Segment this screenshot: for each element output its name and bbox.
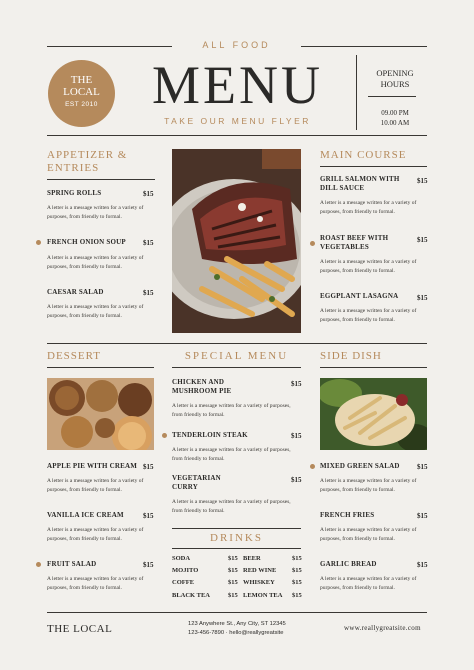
appetizer-title: APPETIZER & ENTRIES — [47, 149, 128, 174]
appetizer-item-price: $15 — [143, 289, 154, 297]
dessert-item-name: APPLE PIE WITH CREAM — [47, 462, 138, 470]
dessert-item-name: VANILLA ICE CREAM — [47, 511, 124, 519]
main-item-price: $15 — [417, 294, 428, 302]
special-item-desc: A letter is a message written for a variety of purposes, from friendly to formal. — [172, 499, 291, 514]
side-item-price: $15 — [417, 512, 428, 520]
drinks-rule-top — [172, 528, 301, 529]
side-item-desc: A letter is a message written for a variety of purposes, from friendly to formal. — [320, 478, 417, 493]
main-item-desc: A letter is a message written for a variety of purposes, from friendly to formal. — [320, 308, 417, 323]
header-rule-right — [301, 46, 427, 47]
special-item-price: $15 — [291, 380, 302, 388]
drink-name: RED WINE — [243, 567, 277, 574]
special-item-price: $15 — [291, 432, 302, 440]
dessert-photo-art — [47, 378, 154, 450]
bullet-dot-icon — [310, 241, 315, 246]
side-dish-photo — [320, 378, 427, 450]
badge-title: THE LOCAL — [63, 74, 100, 98]
special-item-name: TENDERLOIN STEAK — [172, 431, 248, 439]
footer-contact: 123-456-7890 · hello@reallygreatsite — [188, 630, 284, 636]
special-item-price: $15 — [291, 476, 302, 484]
appetizer-rule — [47, 179, 155, 180]
main-course-rule — [320, 166, 427, 167]
open-time: 09.00 PM — [381, 109, 409, 117]
side-item-price: $15 — [417, 561, 428, 569]
drink-name: WHISKEY — [243, 579, 275, 586]
close-time: 10.00 AM — [380, 119, 410, 127]
special-title: SPECIAL MENU — [184, 350, 289, 362]
hours-divider — [356, 55, 357, 130]
drink-name: BEER — [243, 555, 261, 562]
main-item-name: ROAST BEEF WITH VEGETABLES — [320, 234, 389, 251]
main-item-price: $15 — [417, 177, 428, 185]
side-item-desc: A letter is a message written for a variety of purposes, from friendly to formal. — [320, 527, 417, 542]
drink-name: LEMON TEA — [243, 592, 283, 599]
drink-price: $15 — [228, 579, 238, 586]
side-item-name: MIXED GREEN SALAD — [320, 462, 400, 470]
special-item-name: CHICKEN AND MUSHROOM PIE — [172, 378, 232, 395]
dessert-title: DESSERT — [47, 350, 102, 362]
side-item-price: $15 — [417, 463, 428, 471]
bullet-dot-icon — [36, 240, 41, 245]
appetizer-item-price: $15 — [143, 190, 154, 198]
main-item-name: EGGPLANT LASAGNA — [320, 292, 399, 300]
hours-rule — [368, 96, 416, 97]
appetizer-item-desc: A letter is a message written for a variety of purposes, from friendly to formal. — [47, 304, 144, 319]
dessert-item-desc: A letter is a message written for a variety of purposes, from friendly to formal. — [47, 527, 144, 542]
tagline: ALL FOOD — [202, 40, 271, 50]
drink-name: BLACK TEA — [172, 592, 210, 599]
drink-price: $15 — [228, 555, 238, 562]
dessert-item-price: $15 — [143, 561, 154, 569]
footer-rule — [47, 612, 427, 613]
header-rule-left — [47, 46, 172, 47]
dessert-rule — [47, 367, 154, 368]
special-item-desc: A letter is a message written for a variety of purposes, from friendly to formal. — [172, 447, 291, 462]
badge-est: EST 2010 — [65, 101, 98, 108]
dessert-photo — [47, 378, 154, 450]
appetizer-item-desc: A letter is a message written for a variety of purposes, from friendly to formal. — [47, 205, 144, 220]
drinks-rule-bottom — [172, 548, 301, 549]
drink-name: SODA — [172, 555, 191, 562]
main-course-title: MAIN COURSE — [320, 149, 407, 161]
appetizer-item-name: CAESAR SALAD — [47, 288, 104, 296]
footer-website[interactable]: www.reallygreatsite.com — [344, 624, 421, 632]
dessert-item-price: $15 — [143, 463, 154, 471]
middle-rule — [47, 343, 427, 344]
bullet-dot-icon — [162, 433, 167, 438]
side-dish-title: SIDE DISH — [320, 350, 382, 362]
dessert-item-price: $15 — [143, 512, 154, 520]
main-item-desc: A letter is a message written for a variety of purposes, from friendly to formal. — [320, 200, 417, 215]
main-item-desc: A letter is a message written for a variety of purposes, from friendly to formal. — [320, 259, 417, 274]
page-subtitle: TAKE OUR MENU FLYER — [164, 116, 311, 126]
main-item-name: GRILL SALMON WITH DILL SAUCE — [320, 175, 400, 192]
opening-hours-label: OPENING HOURS — [376, 68, 414, 89]
side-item-desc: A letter is a message written for a variety of purposes, from friendly to formal. — [320, 576, 417, 591]
steak-photo — [172, 149, 301, 333]
appetizer-item-price: $15 — [143, 239, 154, 247]
dessert-item-desc: A letter is a message written for a variety of purposes, from friendly to formal. — [47, 576, 144, 591]
drink-name: MOJITO — [172, 567, 199, 574]
appetizer-item-name: SPRING ROLLS — [47, 189, 102, 197]
side-item-name: FRENCH FRIES — [320, 511, 375, 519]
drink-price: $15 — [228, 592, 238, 599]
special-rule — [172, 367, 301, 368]
logo-badge — [48, 60, 115, 127]
side-dish-rule — [320, 367, 427, 368]
side-dish-photo-art — [320, 378, 427, 450]
drinks-title: DRINKS — [210, 532, 263, 544]
special-item-name: VEGETARIAN CURRY — [172, 474, 221, 491]
drink-name: COFFE — [172, 579, 195, 586]
drink-price: $15 — [292, 555, 302, 562]
footer-address: 123 Anywhere St., Any City, ST 12345 — [188, 621, 286, 627]
drink-price: $15 — [292, 567, 302, 574]
page-title: MENU — [152, 55, 323, 115]
dessert-item-desc: A letter is a message written for a variety of purposes, from friendly to formal. — [47, 478, 144, 493]
appetizer-item-name: FRENCH ONION SOUP — [47, 238, 126, 246]
steak-photo-art — [172, 149, 301, 333]
side-item-name: GARLIC BREAD — [320, 560, 377, 568]
drink-price: $15 — [292, 579, 302, 586]
drink-price: $15 — [228, 567, 238, 574]
footer-brand: THE LOCAL — [47, 623, 113, 635]
bullet-dot-icon — [36, 562, 41, 567]
bullet-dot-icon — [310, 464, 315, 469]
special-item-desc: A letter is a message written for a variety of purposes, from friendly to formal. — [172, 403, 291, 418]
drink-price: $15 — [292, 592, 302, 599]
dessert-item-name: FRUIT SALAD — [47, 560, 97, 568]
main-item-price: $15 — [417, 236, 428, 244]
appetizer-item-desc: A letter is a message written for a variety of purposes, from friendly to formal. — [47, 255, 144, 270]
header-bottom-rule — [47, 135, 427, 136]
